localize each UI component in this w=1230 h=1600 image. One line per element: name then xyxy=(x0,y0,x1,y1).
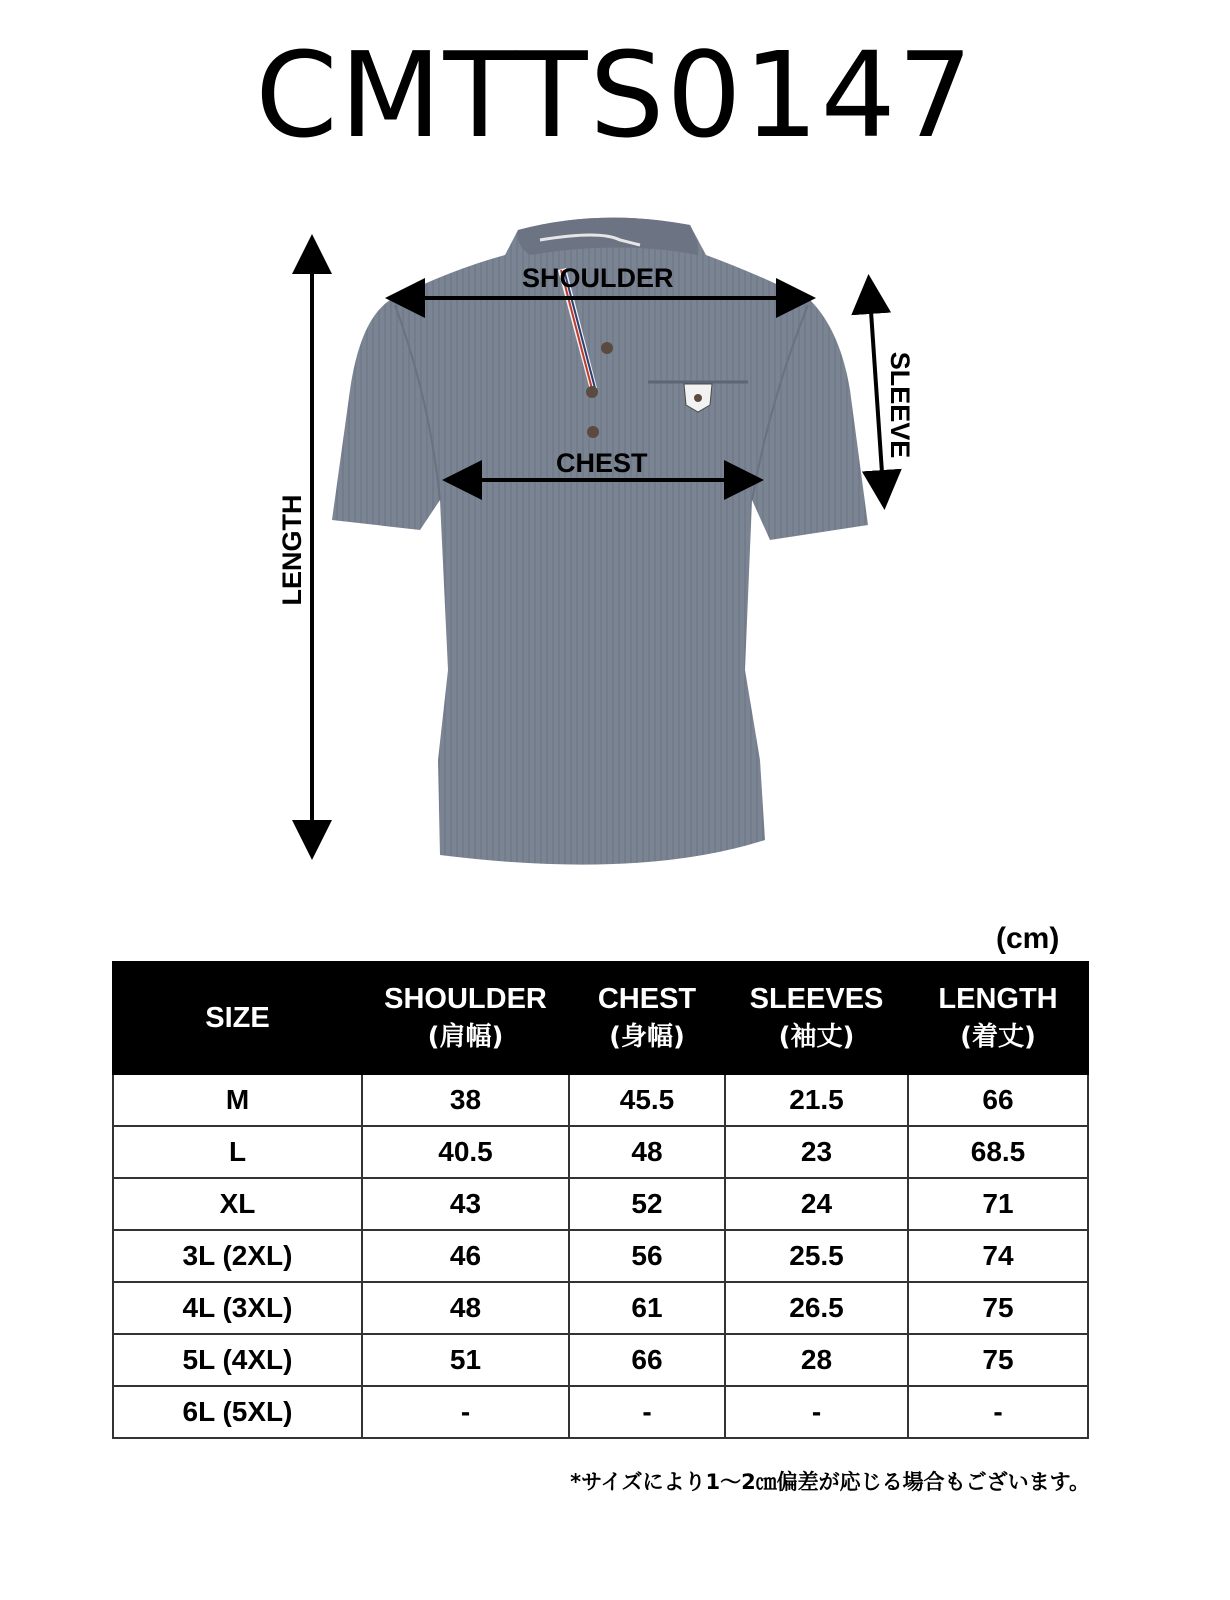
chest-cell: 52 xyxy=(569,1178,725,1230)
shirt-button xyxy=(601,342,613,354)
shoulder-cell: 38 xyxy=(362,1074,569,1126)
shoulder-cell: 46 xyxy=(362,1230,569,1282)
shoulder-cell: 40.5 xyxy=(362,1126,569,1178)
chest-cell: 61 xyxy=(569,1282,725,1334)
header-size: SIZE xyxy=(113,962,362,1074)
sleeves-cell: 28 xyxy=(725,1334,908,1386)
size-cell: L xyxy=(113,1126,362,1178)
table-row xyxy=(113,1126,1088,1178)
length-cell: 66 xyxy=(908,1074,1088,1126)
chest-cell: - xyxy=(569,1386,725,1438)
table-row xyxy=(113,1230,1088,1282)
shoulder-cell: 51 xyxy=(362,1334,569,1386)
unit-label: (cm) xyxy=(996,922,1060,955)
measurement-diagram xyxy=(0,200,1230,920)
chest-cell: 56 xyxy=(569,1230,725,1282)
shirt-body-shape xyxy=(332,218,868,865)
table-header-row xyxy=(113,962,1088,1074)
sleeve-arrow xyxy=(869,282,884,502)
size-chart-table xyxy=(112,961,1089,1439)
sleeves-cell: - xyxy=(725,1386,908,1438)
length-cell: 74 xyxy=(908,1230,1088,1282)
shirt-button xyxy=(586,386,598,398)
chest-cell: 45.5 xyxy=(569,1074,725,1126)
chest-label: CHEST xyxy=(556,448,648,478)
table-row xyxy=(113,1386,1088,1438)
shirt-button xyxy=(587,426,599,438)
table-row xyxy=(113,1074,1088,1126)
size-cell: 6L (5XL) xyxy=(113,1386,362,1438)
chest-cell: 66 xyxy=(569,1334,725,1386)
length-cell: 68.5 xyxy=(908,1126,1088,1178)
shoulder-cell: 48 xyxy=(362,1282,569,1334)
shoulder-cell: - xyxy=(362,1386,569,1438)
header-shoulder: SHOULDER (肩幅) xyxy=(362,962,569,1074)
sleeves-cell: 24 xyxy=(725,1178,908,1230)
product-code-title: CMTTS0147 xyxy=(255,26,975,164)
header-sleeves: SLEEVES (袖丈) xyxy=(725,962,908,1074)
sleeves-cell: 23 xyxy=(725,1126,908,1178)
size-cell: 5L (4XL) xyxy=(113,1334,362,1386)
table-row xyxy=(113,1178,1088,1230)
shoulder-cell: 43 xyxy=(362,1178,569,1230)
chest-cell: 48 xyxy=(569,1126,725,1178)
header-length: LENGTH (着丈) xyxy=(908,962,1088,1074)
length-label: LENGTH xyxy=(277,494,307,606)
sleeves-cell: 21.5 xyxy=(725,1074,908,1126)
length-cell: 75 xyxy=(908,1282,1088,1334)
size-deviation-footnote: *サイズにより1～2㎝偏差が応じる場合もございます。 xyxy=(570,1470,1090,1494)
table-row xyxy=(113,1334,1088,1386)
shoulder-label: SHOULDER xyxy=(522,263,674,293)
shirt-illustration xyxy=(0,200,1230,920)
sleeves-cell: 25.5 xyxy=(725,1230,908,1282)
sleeve-label: SLEEVE xyxy=(885,351,915,459)
sleeves-cell: 26.5 xyxy=(725,1282,908,1334)
size-cell: 3L (2XL) xyxy=(113,1230,362,1282)
header-chest: CHEST (身幅) xyxy=(569,962,725,1074)
size-cell: M xyxy=(113,1074,362,1126)
table-row xyxy=(113,1282,1088,1334)
length-cell: 75 xyxy=(908,1334,1088,1386)
length-cell: 71 xyxy=(908,1178,1088,1230)
size-cell: 4L (3XL) xyxy=(113,1282,362,1334)
length-cell: - xyxy=(908,1386,1088,1438)
size-cell: XL xyxy=(113,1178,362,1230)
